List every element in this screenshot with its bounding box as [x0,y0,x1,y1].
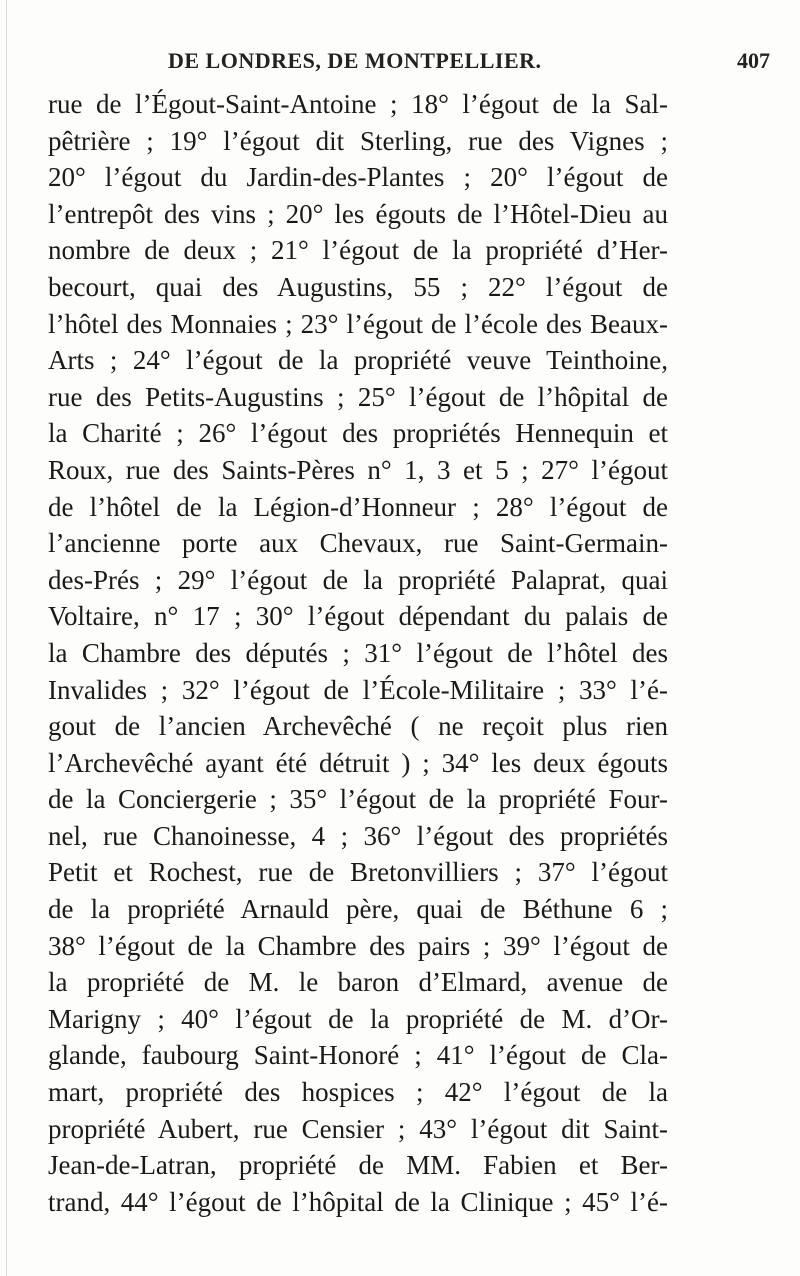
text-line: Marigny ; 40° l’égout de la propriété de M. d’Or- [48,1003,668,1034]
running-head: DE LONDRES, DE MONTPELLIER. [168,48,542,73]
text-line: Arts ; 24° l’égout de la propriété veuve Teinthoine, [48,345,668,376]
text-line: pêtrière ; 19° l’égout dit Sterling, rue des Vignes ; [48,125,668,156]
text-line: de la Conciergerie ; 35° l’égout de la propriété Four- [48,784,668,815]
text-line: la Chambre des députés ; 31° l’égout de l’hôtel des [48,637,668,668]
page-edge [6,0,7,1276]
page-header [40,44,770,84]
page-number: 407 [737,48,770,73]
text-line: nombre de deux ; 21° l’égout de la propriété d’Her- [48,235,668,266]
text-line: glande, faubourg Saint-Honoré ; 41° l’égout de Cla- [48,1040,668,1071]
text-line: mart, propriété des hospices ; 42° l’égout de la [48,1077,668,1108]
text-line: la Charité ; 26° l’égout des propriétés Hennequin et [48,418,668,449]
text-line: 20° l’égout du Jardin-des-Plantes ; 20° l’égout de [48,162,668,193]
text-line: des-Prés ; 29° l’égout de la propriété Palaprat, quai [48,564,668,595]
text-line: propriété Aubert, rue Censier ; 43° l’égout dit Saint- [48,1113,668,1144]
text-line: Petit et Rochest, rue de Bretonvilliers ; 37° l’égout [48,857,668,888]
text-line: Voltaire, n° 17 ; 30° l’égout dépendant du palais de [48,601,668,632]
text-line: rue des Petits-Augustins ; 25° l’égout de l’hôpital de [48,381,668,412]
text-line: 38° l’égout de la Chambre des pairs ; 39° l’égout de [48,930,668,961]
text-line: becourt, quai des Augustins, 55 ; 22° l’égout de [48,271,668,302]
text-line: Roux, rue des Saints-Pères n° 1, 3 et 5 ; 27° l’égout [48,454,668,485]
text-line: l’ancienne porte aux Chevaux, rue Saint-Germain- [48,528,668,559]
text-line: Jean-de-Latran, propriété de MM. Fabien et Ber- [48,1150,668,1181]
text-line: de la propriété Arnauld père, quai de Béthune 6 ; [48,894,668,925]
text-line: Invalides ; 32° l’égout de l’École-Militaire ; 33° l’é- [48,674,668,705]
text-line: l’Archevêché ayant été détruit ) ; 34° les deux égouts [48,747,668,778]
text-line: gout de l’ancien Archevêché ( ne reçoit plus rien [48,711,668,742]
text-line: l’hôtel des Monnaies ; 23° l’égout de l’école des Beaux- [48,308,668,339]
text-line: de l’hôtel de la Légion-d’Honneur ; 28° l’égout de [48,491,668,522]
text-line: la propriété de M. le baron d’Elmard, avenue de [48,967,668,998]
body-text [48,86,668,1220]
text-line: trand, 44° l’égout de l’hôpital de la Clinique ; 45° l’é- [48,1186,668,1217]
text-line: l’entrepôt des vins ; 20° les égouts de l’Hôtel-Dieu au [48,198,668,229]
text-line: rue de l’Égout-Saint-Antoine ; 18° l’égout de la Sal- [48,89,668,119]
text-line: nel, rue Chanoinesse, 4 ; 36° l’égout des propriétés [48,820,668,851]
